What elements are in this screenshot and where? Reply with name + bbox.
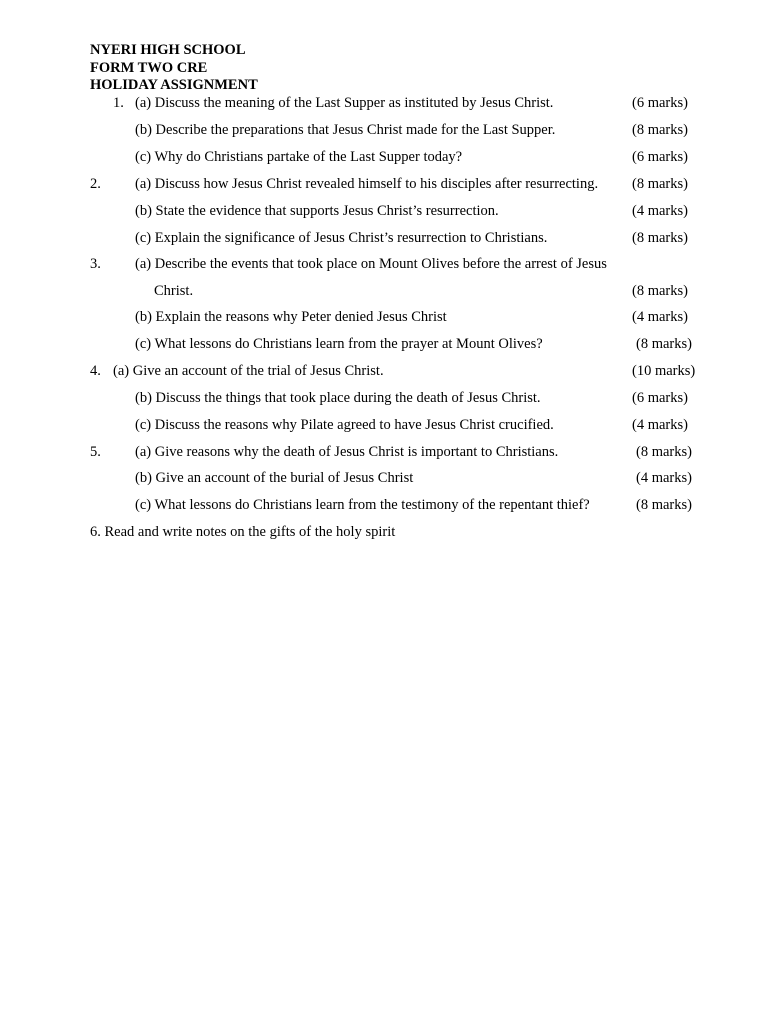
school-name: NYERI HIGH SCHOOL — [90, 42, 246, 58]
question-marks: (8 marks) — [632, 176, 688, 192]
question-text: (c) What lessons do Christians learn from the testimony of the repentant thief? — [135, 497, 590, 513]
question-text: (b) Discuss the things that took place during the death of Jesus Christ. — [135, 390, 541, 406]
question-number: 5. — [90, 444, 101, 460]
question-text: (a) Discuss how Jesus Christ revealed himself to his disciples after resurrecting. — [135, 176, 599, 192]
question-text: (a) Discuss the meaning of the Last Supper as instituted by Jesus Christ. — [135, 95, 554, 111]
question-marks: (10 marks) — [632, 363, 696, 379]
form-title: FORM TWO CRE — [90, 60, 208, 76]
question-marks: (8 marks) — [632, 230, 688, 246]
question-marks: (6 marks) — [632, 95, 688, 111]
question-text: (b) State the evidence that supports Jesus Christ’s resurrection. — [135, 203, 499, 219]
assignment-title: HOLIDAY ASSIGNMENT — [90, 77, 258, 93]
question-text: (b) Give an account of the burial of Jesus Christ — [135, 470, 414, 486]
question-text: (b) Explain the reasons why Peter denied Jesus Christ — [135, 309, 447, 325]
question-marks: (8 marks) — [632, 283, 688, 299]
question-text: (a) Give an account of the trial of Jesus Christ. — [113, 363, 384, 379]
question-marks: (4 marks) — [636, 470, 692, 486]
question-text: (b) Describe the preparations that Jesus Christ made for the Last Supper. — [135, 122, 556, 138]
question-marks: (8 marks) — [636, 497, 692, 513]
question-text: (c) Explain the significance of Jesus Christ’s resurrection to Christians. — [135, 230, 548, 246]
question-text: (c) Why do Christians partake of the Last Supper today? — [135, 149, 463, 165]
question-number: 1. — [113, 95, 124, 111]
question-number: 3. — [90, 256, 101, 272]
question-marks: (6 marks) — [632, 149, 688, 165]
question-marks: (8 marks) — [632, 122, 688, 138]
question-text-continued: Christ. — [154, 283, 194, 299]
question-number: 4. — [90, 363, 101, 379]
question-text: (c) What lessons do Christians learn from the prayer at Mount Olives? — [135, 336, 543, 352]
question-text: (a) Give reasons why the death of Jesus Christ is important to Christians. — [135, 444, 559, 460]
question-text: (c) Discuss the reasons why Pilate agreed to have Jesus Christ crucified. — [135, 417, 554, 433]
question-marks: (4 marks) — [632, 203, 688, 219]
question-marks: (8 marks) — [636, 444, 692, 460]
question-marks: (6 marks) — [632, 390, 688, 406]
question-marks: (4 marks) — [632, 309, 688, 325]
question-text: (a) Describe the events that took place on Mount Olives before the arrest of Jesus — [135, 256, 607, 272]
question-text: 6. Read and write notes on the gifts of the holy spirit — [90, 524, 396, 540]
question-marks: (8 marks) — [636, 336, 692, 352]
question-number: 2. — [90, 176, 101, 192]
question-marks: (4 marks) — [632, 417, 688, 433]
